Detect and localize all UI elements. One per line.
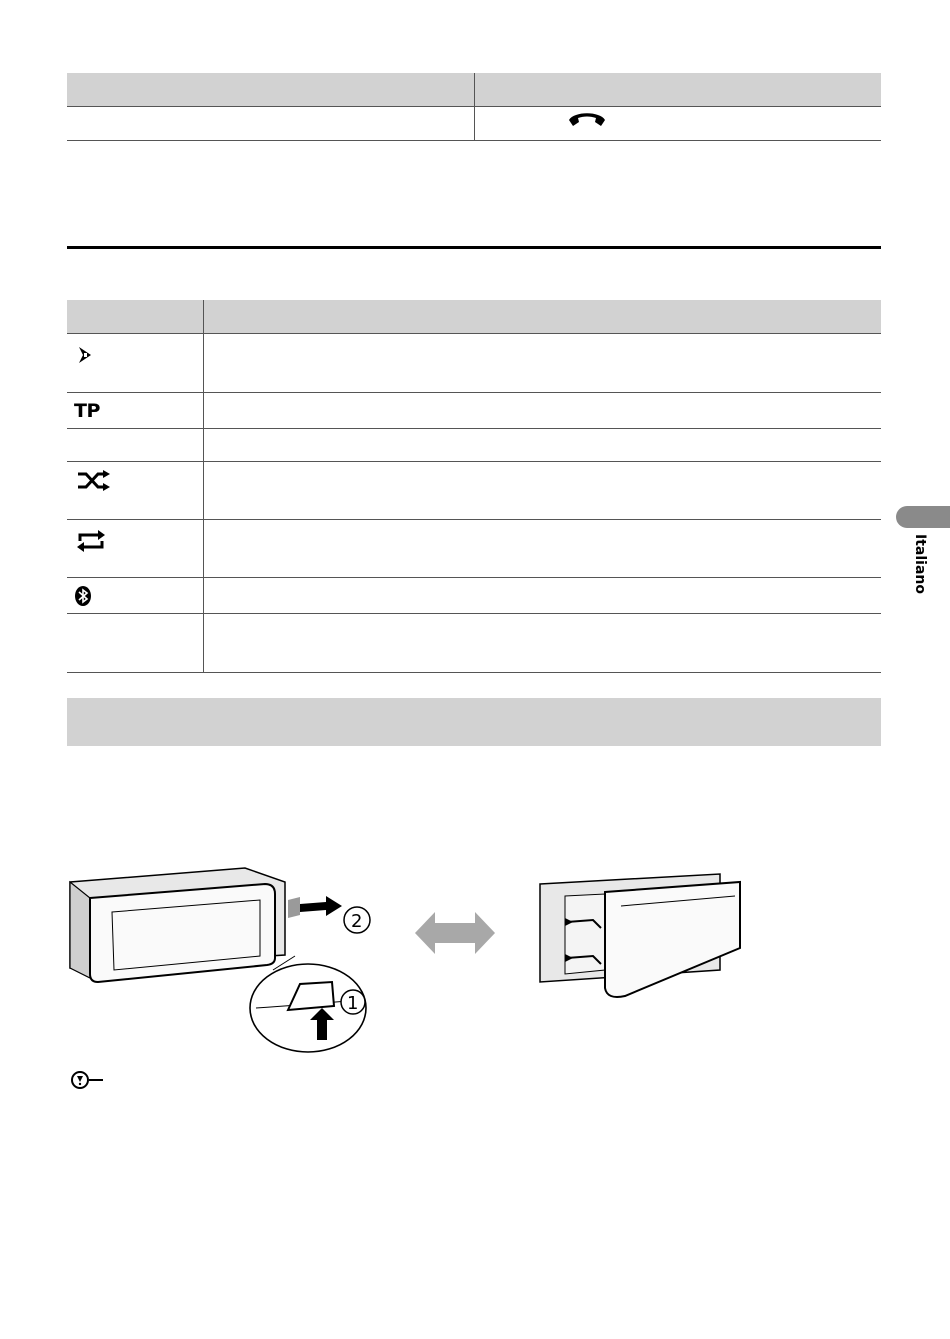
double-arrow-icon [413, 908, 497, 958]
language-tab [896, 506, 950, 528]
table-1-divider [474, 73, 475, 140]
important-note-icon [69, 1070, 105, 1090]
table-row-separator [67, 613, 881, 614]
table-row-separator [67, 428, 881, 429]
table-row-separator [67, 519, 881, 520]
table-row-separator [67, 392, 881, 393]
section-rule [67, 246, 881, 249]
table-1-bottom-rule [67, 140, 881, 141]
table-2-header-rule [67, 333, 881, 334]
table-2-header [67, 300, 881, 333]
table-2-bottom-rule [67, 672, 881, 673]
tp-indicator: TP [74, 400, 100, 422]
language-tab-label: Italiano [912, 534, 928, 594]
attach-panel-illustration [535, 870, 750, 1005]
repeat-icon [74, 529, 108, 553]
bluetooth-icon [74, 585, 92, 607]
table-2-divider [203, 300, 204, 672]
step-2-label: 2 [351, 911, 363, 932]
step-1-label: 1 [347, 993, 359, 1014]
table-row-separator [67, 577, 881, 578]
shuffle-icon [74, 470, 112, 492]
table-row-separator [67, 461, 881, 462]
alert-signal-icon [74, 344, 96, 366]
section-heading-bar [67, 698, 881, 746]
phone-hangup-icon [566, 108, 608, 139]
detach-panel-illustration [60, 860, 380, 1055]
